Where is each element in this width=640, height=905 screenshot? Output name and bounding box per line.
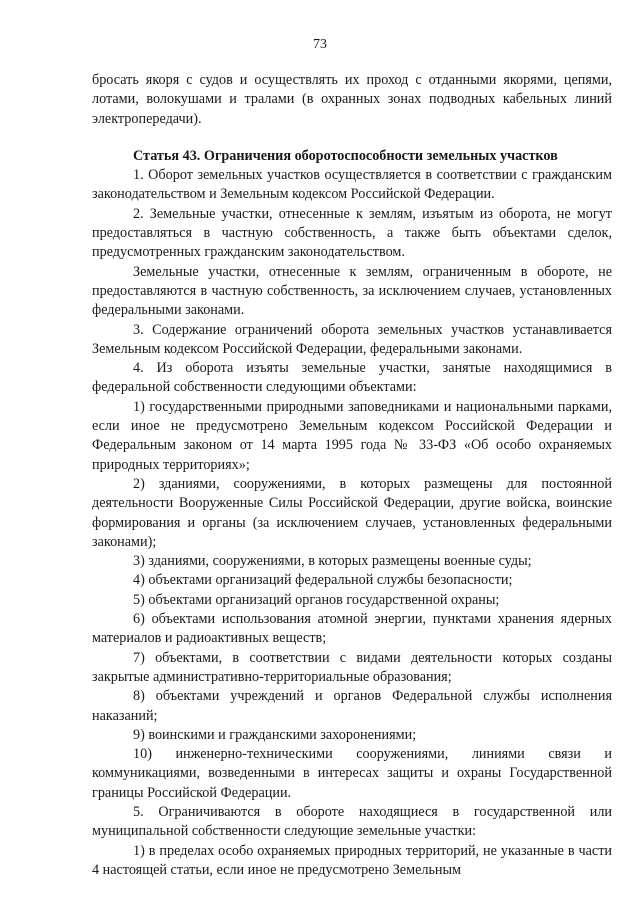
page-number: 73 bbox=[313, 37, 327, 52]
paragraph: 1. Оборот земельных участков осуществляется в соответствии с гражданским законодательством и Земельным кодексом Российской Федерации. bbox=[92, 167, 612, 203]
list-item: 7) объектами, в соответствии с видами деятельности которых созданы закрытые административно-территориальные образования; bbox=[92, 649, 612, 685]
paragraph: 5. Ограничиваются в обороте находящиеся в государственной или муниципальной собственности следующие земельные участки: bbox=[92, 803, 612, 840]
list-item: 3) зданиями, сооружениями, в которых размещены военные суды; bbox=[133, 553, 532, 570]
list-item: 10) инженерно-техническими сооружениями, линиями связи и коммуникациями, возведенными в интересах защиты и охраны Государственной границы Российской Федерации. bbox=[92, 746, 612, 801]
list-item: 4) объектами организаций федеральной службы безопасности; bbox=[133, 572, 513, 589]
paragraph: 4. Из оборота изъяты земельные участки, занятые находящимися в федеральной собственности следующими объектами: bbox=[92, 360, 612, 396]
article-heading: Статья 43. Ограничения оборотоспособности земельных участков bbox=[133, 147, 558, 164]
paragraph: 3. Содержание ограничений оборота земельных участков устанавливается Земельным кодексом Российской Федерации, федеральными законами. bbox=[92, 321, 612, 357]
list-item: 5) объектами организаций органов государственной охраны; bbox=[133, 591, 500, 608]
document-body bbox=[92, 71, 612, 880]
list-item: 8) объектами учреждений и органов Федеральной службы исполнения наказаний; bbox=[92, 688, 612, 724]
paragraph: Земельные участки, отнесенные к землям, ограниченным в обороте, не предоставляются в частную собственность, за исключением случаев, установленных федеральными законами. bbox=[92, 263, 612, 319]
paragraph: 2. Земельные участки, отнесенные к землям, изъятым из оборота, не могут предоставляться в частную собственность, а также быть объектами сделок, предусмотренных гражданским законодательством. bbox=[92, 205, 612, 261]
list-item: 2) зданиями, сооружениями, в которых размещены для постоянной деятельности Вооруженные Силы Российской Федерации, другие войска, воинские формирования и органы (за исключением случаев, установленных федеральными законами); bbox=[92, 475, 612, 550]
paragraph-continuation: бросать якоря с судов и осуществлять их проход с отданными якорями, цепями, лотами, волокушами и тралами (в охранных зонах подводных кабельных линий электропередачи). bbox=[92, 72, 612, 127]
list-item: 1) государственными природными заповедниками и национальными парками, если иное не предусмотрено Земельным кодексом Российской Федерации и Федеральным законом от 14 марта 1995 года № 33-ФЗ «Об особо охраняемых природных территориях»; bbox=[92, 398, 612, 473]
list-item: 9) воинскими и гражданскими захоронениями; bbox=[133, 726, 417, 743]
list-item: 6) объектами использования атомной энергии, пунктами хранения ядерных материалов и радиоактивных веществ; bbox=[92, 611, 612, 647]
list-item: 1) в пределах особо охраняемых природных территорий, не указанные в части 4 настоящей статьи, если иное не предусмотрено Земельным bbox=[92, 842, 612, 878]
